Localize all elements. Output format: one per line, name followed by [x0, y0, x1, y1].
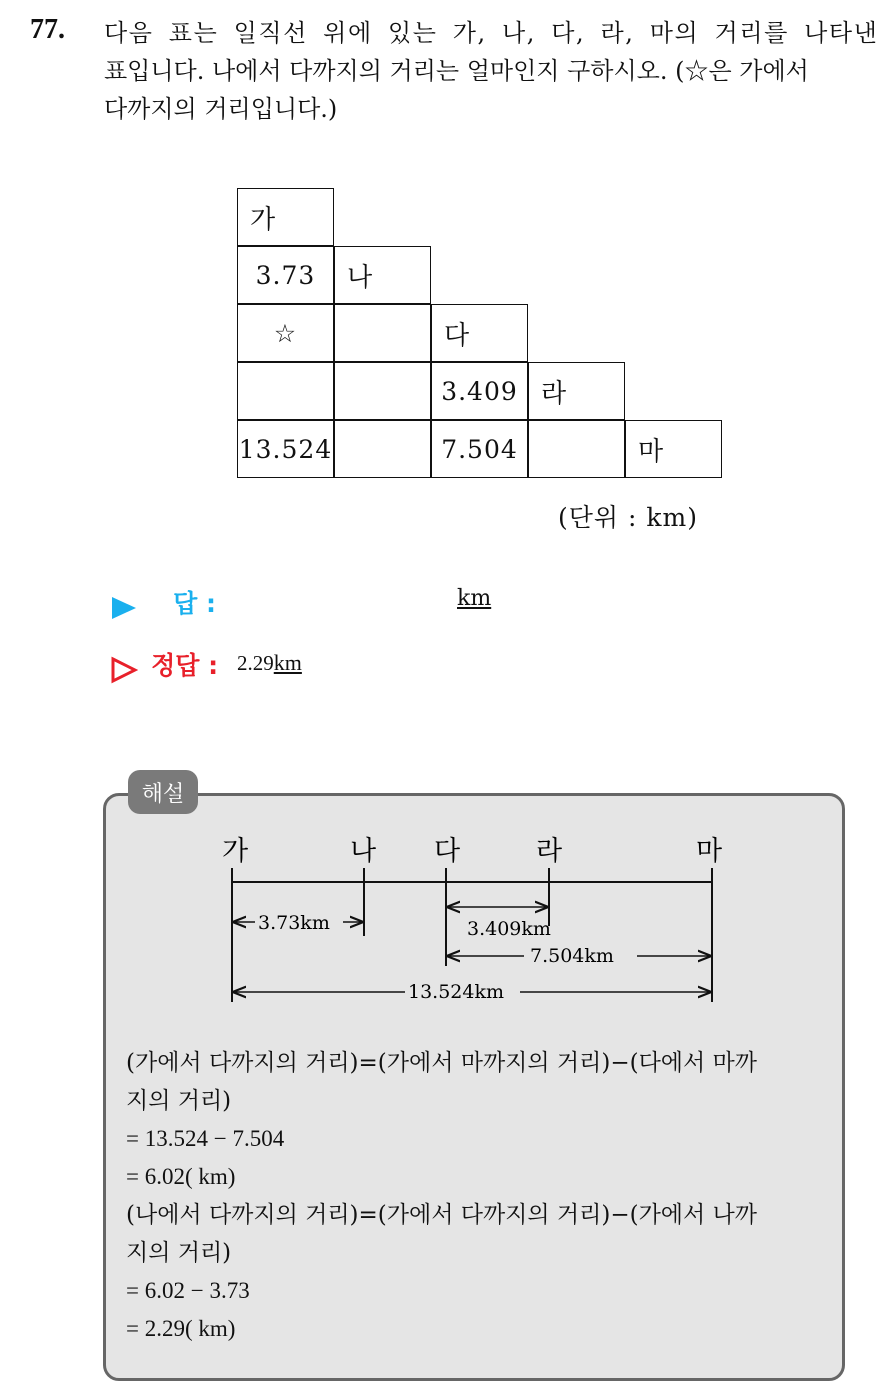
- table-cell-ga-na: 3.73: [237, 246, 334, 304]
- table-cell-ga-ma: 13.524: [237, 420, 334, 478]
- solution-line-8: = 2.29( km): [126, 1316, 236, 1341]
- solution-line-6: 지의 거리): [126, 1240, 232, 1266]
- explanation-tag: 해설: [128, 770, 198, 814]
- point-label-na: 나: [350, 836, 377, 867]
- table-cell-da-ma: 7.504: [431, 420, 528, 478]
- question-line-3: 다까지의 거리입니다.): [104, 95, 338, 123]
- table-cell-ga: 가: [237, 188, 334, 246]
- point-label-ga: 가: [222, 836, 249, 867]
- solution-line-5: (나에서 다까지의 거리)=(가에서 다까지의 거리)−(가에서 나까: [126, 1202, 757, 1228]
- table-cell-ma: 마: [625, 420, 722, 478]
- dim-ga-ma-label: 13.524km: [408, 981, 505, 1003]
- answer-unit: km: [457, 586, 492, 611]
- solution-line-1: (가에서 다까지의 거리)=(가에서 마까지의 거리)−(다에서 마까: [126, 1050, 757, 1076]
- solution-text: [126, 1044, 826, 1348]
- table-cell-da: 다: [431, 304, 528, 362]
- dim-da-ma-label: 7.504km: [530, 945, 614, 967]
- question-line-2: 표입니다. 나에서 다까지의 거리는 얼마인지 구하시오. (☆은 가에서: [104, 57, 809, 85]
- correct-unit: km: [273, 650, 302, 675]
- dim-da-ra-label: 3.409km: [467, 918, 551, 940]
- dim-ga-na-label: 3.73km: [258, 912, 330, 934]
- correct-number: 2.29: [237, 651, 274, 675]
- solution-line-7: = 6.02 − 3.73: [126, 1278, 250, 1303]
- solution-line-4: = 6.02( km): [126, 1164, 236, 1189]
- table-cell-ra: 라: [528, 362, 625, 420]
- table-cell-da-ra: 3.409: [431, 362, 528, 420]
- question-line-1: 다음 표는 일직선 위에 있는 가, 나, 다, 라, 마의 거리를 나타낸: [104, 19, 879, 47]
- solution-line-2: 지의 거리): [126, 1088, 232, 1114]
- problem-number: 77.: [30, 14, 65, 45]
- point-label-da: 다: [434, 836, 461, 867]
- point-label-ma: 마: [696, 836, 723, 867]
- answer-label: 답 :: [173, 589, 216, 618]
- correct-label: 정답 :: [151, 651, 219, 680]
- table-cell-na: 나: [334, 246, 431, 304]
- table-cell-star: ☆: [237, 304, 334, 362]
- point-label-ra: 라: [536, 836, 563, 867]
- solution-line-3: = 13.524 − 7.504: [126, 1126, 285, 1151]
- unit-note: (단위 : km): [558, 503, 698, 532]
